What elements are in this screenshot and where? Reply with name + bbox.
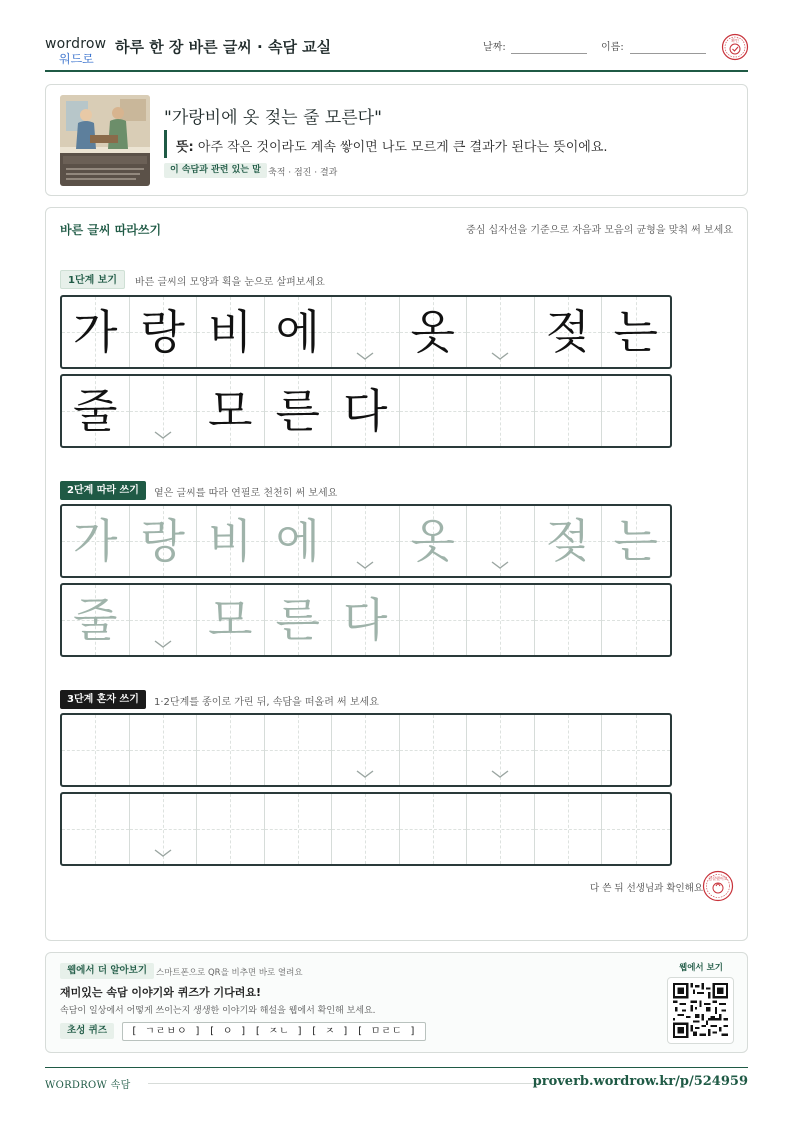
writing-cell[interactable]	[265, 506, 333, 576]
meaning-text: 아주 작은 것이라도 계속 쌓이면 나도 모르게 큰 결과가 된다는 뜻이에요.	[193, 140, 608, 155]
model-glyph: 비	[208, 305, 253, 359]
cell-center-guide-horizontal	[467, 620, 534, 621]
word-space-mark-icon	[356, 769, 374, 779]
writing-cell[interactable]	[602, 794, 670, 864]
svg-text:참잘했어요: 참잘했어요	[708, 876, 728, 881]
writing-cell[interactable]	[467, 585, 535, 655]
model-glyph: 에	[275, 305, 320, 359]
cell-center-guide-horizontal	[535, 411, 602, 412]
cell-center-guide-horizontal	[130, 620, 197, 621]
web-view-label: 웹에서 보기	[679, 963, 724, 973]
model-glyph: 른	[275, 384, 320, 438]
footer-rule	[45, 1067, 748, 1068]
step2-badge: 2단계 따라 쓰기	[60, 481, 146, 500]
cell-center-guide-horizontal	[197, 829, 264, 830]
writing-cell[interactable]	[332, 506, 400, 576]
cell-center-guide-horizontal	[535, 829, 602, 830]
writing-cell[interactable]	[197, 585, 265, 655]
logo-korean: 워드로	[59, 52, 94, 66]
writing-cell	[130, 376, 198, 446]
writing-cell[interactable]	[602, 715, 670, 785]
cell-center-guide-horizontal	[197, 750, 264, 751]
step1-row2-grid	[60, 374, 672, 448]
teacher-stamp-icon	[702, 870, 734, 902]
word-space-mark-icon	[356, 351, 374, 361]
writing-cell	[332, 297, 400, 367]
name-input-line[interactable]	[630, 53, 706, 54]
cell-center-guide-horizontal	[332, 332, 399, 333]
logo-wordmark: wordrow	[45, 36, 107, 52]
writing-cell[interactable]	[400, 506, 468, 576]
cell-center-guide-horizontal	[602, 620, 670, 621]
initial-quiz-box: [ ㄱㄹㅂㅇ ] [ ㅇ ] [ ㅈㄴ ] [ ㅈ ] [ ㅁㄹㄷ ]	[122, 1022, 426, 1041]
step2-row2-grid[interactable]	[60, 583, 672, 657]
writing-cell[interactable]	[602, 506, 670, 576]
cell-center-guide-horizontal	[602, 829, 670, 830]
document-title: 하루 한 장 바른 글씨 · 속담 교실	[115, 38, 332, 56]
model-glyph: 다	[343, 593, 388, 647]
writing-cell[interactable]	[62, 794, 130, 864]
cell-center-guide-horizontal	[535, 620, 602, 621]
writing-cell	[400, 376, 468, 446]
writing-cell	[265, 297, 333, 367]
date-input-line[interactable]	[511, 53, 587, 54]
writing-cell	[265, 376, 333, 446]
writing-cell	[467, 376, 535, 446]
svg-text:확인: 확인	[731, 38, 739, 43]
web-more-subtext: 스마트폰으로 QR을 비추면 바로 열려요	[156, 968, 303, 978]
related-words-tag: 이 속담과 관련 있는 말	[164, 163, 267, 178]
writing-cell[interactable]	[197, 794, 265, 864]
cell-center-guide-horizontal	[602, 411, 670, 412]
cell-center-guide-horizontal	[332, 829, 399, 830]
writing-cell[interactable]	[535, 585, 603, 655]
model-glyph: 줄	[73, 384, 118, 438]
proverb-card	[45, 84, 748, 196]
wordrow-logo	[45, 34, 109, 64]
cell-center-guide-horizontal	[130, 829, 197, 830]
model-glyph: 옷	[410, 305, 455, 359]
word-space-mark-icon	[356, 560, 374, 570]
writing-cell	[535, 297, 603, 367]
writing-cell	[332, 376, 400, 446]
writing-cell[interactable]	[332, 715, 400, 785]
model-glyph: 는	[613, 514, 658, 568]
writing-cell[interactable]	[400, 794, 468, 864]
proverb-illustration	[60, 95, 150, 186]
web-more-body: 속담이 일상에서 어떻게 쓰이는지 생생한 이야기와 해설을 웹에서 확인해 보세요.	[60, 1006, 376, 1016]
cell-center-guide-horizontal	[332, 750, 399, 751]
model-glyph: 가	[73, 514, 118, 568]
cell-center-guide-horizontal	[265, 829, 332, 830]
footer-divider	[148, 1083, 538, 1084]
date-label: 날짜:	[483, 42, 506, 53]
practice-hint: 중심 십자선을 기준으로 자음과 모음의 균형을 맞춰 써 보세요	[466, 225, 733, 236]
footer-brand: WORDROW 속담	[45, 1080, 131, 1091]
step1-description: 바른 글씨의 모양과 획을 눈으로 살펴보세요	[135, 277, 325, 288]
teacher-check-text: 다 쓴 뒤 선생님과 확인해요	[590, 883, 704, 894]
writing-cell	[62, 297, 130, 367]
writing-cell[interactable]	[467, 715, 535, 785]
step2-row1-grid[interactable]	[60, 504, 672, 578]
step3-badge: 3단계 혼자 쓰기	[60, 690, 146, 709]
writing-cell[interactable]	[197, 506, 265, 576]
related-words: 축적 · 점진 · 결과	[268, 168, 338, 178]
writing-cell	[62, 376, 130, 446]
writing-cell	[535, 376, 603, 446]
word-space-mark-icon	[491, 351, 509, 361]
step1-badge: 1단계 보기	[60, 270, 125, 289]
word-space-mark-icon	[491, 560, 509, 570]
writing-cell[interactable]	[265, 715, 333, 785]
cell-center-guide-horizontal	[467, 332, 534, 333]
cell-center-guide-horizontal	[467, 829, 534, 830]
cell-center-guide-horizontal	[62, 829, 129, 830]
step3-description: 1·2단계를 종이로 가린 뒤, 속담을 떠올려 써 보세요	[154, 697, 379, 708]
writing-cell	[602, 376, 670, 446]
cell-center-guide-horizontal	[265, 750, 332, 751]
proverb-meaning	[176, 136, 608, 155]
word-space-mark-icon	[154, 639, 172, 649]
model-glyph: 랑	[140, 305, 185, 359]
web-more-tag: 웹에서 더 알아보기	[60, 963, 154, 979]
writing-cell[interactable]	[197, 715, 265, 785]
writing-cell	[197, 297, 265, 367]
web-more-panel	[45, 952, 748, 1053]
model-glyph: 젖	[545, 305, 590, 359]
writing-cell[interactable]	[400, 715, 468, 785]
model-glyph: 랑	[140, 514, 185, 568]
qr-code[interactable]	[667, 977, 734, 1044]
model-glyph: 는	[613, 305, 658, 359]
cell-center-guide-horizontal	[130, 411, 197, 412]
writing-cell[interactable]	[332, 794, 400, 864]
cell-center-guide-horizontal	[400, 829, 467, 830]
initial-quiz-tag: 초성 퀴즈	[60, 1023, 114, 1039]
proverb-title: "가랑비에 옷 젖는 줄 모른다"	[164, 108, 382, 128]
model-glyph: 옷	[410, 514, 455, 568]
web-more-heading: 재미있는 속담 이야기와 퀴즈가 기다려요!	[60, 986, 261, 999]
cell-center-guide-horizontal	[62, 750, 129, 751]
check-stamp-icon	[721, 33, 749, 61]
step3-row1-grid[interactable]	[60, 713, 672, 787]
writing-cell[interactable]	[62, 715, 130, 785]
writing-cell[interactable]	[62, 506, 130, 576]
meaning-accent-bar	[164, 130, 167, 158]
writing-cell[interactable]	[265, 794, 333, 864]
cell-center-guide-horizontal	[467, 750, 534, 751]
model-glyph: 른	[275, 593, 320, 647]
writing-cell[interactable]	[467, 794, 535, 864]
cell-center-guide-horizontal	[467, 541, 534, 542]
writing-cell[interactable]	[602, 585, 670, 655]
writing-cell	[602, 297, 670, 367]
model-glyph: 에	[275, 514, 320, 568]
model-glyph: 젖	[545, 514, 590, 568]
cell-center-guide-horizontal	[400, 620, 467, 621]
cell-center-guide-horizontal	[400, 411, 467, 412]
model-glyph: 가	[73, 305, 118, 359]
cell-center-guide-horizontal	[602, 750, 670, 751]
writing-cell[interactable]	[535, 506, 603, 576]
writing-cell[interactable]	[535, 794, 603, 864]
cell-center-guide-horizontal	[467, 411, 534, 412]
step2-description: 옅은 글씨를 따라 연필로 천천히 써 보세요	[154, 488, 338, 499]
writing-cell[interactable]	[62, 585, 130, 655]
model-glyph: 모	[208, 384, 253, 438]
name-label: 이름:	[601, 42, 624, 53]
cell-center-guide-horizontal	[130, 750, 197, 751]
writing-cell[interactable]	[265, 585, 333, 655]
cell-center-guide-horizontal	[332, 541, 399, 542]
footer-url-link[interactable]: proverb.wordrow.kr/p/524959	[532, 1074, 748, 1089]
page-header	[45, 30, 748, 72]
writing-cell[interactable]	[467, 506, 535, 576]
writing-cell	[130, 297, 198, 367]
step1-row1-grid	[60, 295, 672, 369]
step3-row2-grid[interactable]	[60, 792, 672, 866]
meaning-label: 뜻:	[176, 140, 194, 155]
writing-cell[interactable]	[130, 506, 198, 576]
cell-center-guide-horizontal	[400, 750, 467, 751]
writing-cell[interactable]	[130, 794, 198, 864]
word-space-mark-icon	[491, 769, 509, 779]
word-space-mark-icon	[154, 430, 172, 440]
writing-cell[interactable]	[130, 715, 198, 785]
writing-cell	[467, 297, 535, 367]
writing-cell[interactable]	[400, 585, 468, 655]
writing-cell	[197, 376, 265, 446]
writing-cell[interactable]	[332, 585, 400, 655]
word-space-mark-icon	[154, 848, 172, 858]
practice-title: 바른 글씨 따라쓰기	[60, 223, 162, 237]
writing-cell[interactable]	[535, 715, 603, 785]
cell-center-guide-horizontal	[535, 750, 602, 751]
model-glyph: 비	[208, 514, 253, 568]
model-glyph: 다	[343, 384, 388, 438]
writing-cell	[400, 297, 468, 367]
writing-cell[interactable]	[130, 585, 198, 655]
model-glyph: 줄	[73, 593, 118, 647]
model-glyph: 모	[208, 593, 253, 647]
